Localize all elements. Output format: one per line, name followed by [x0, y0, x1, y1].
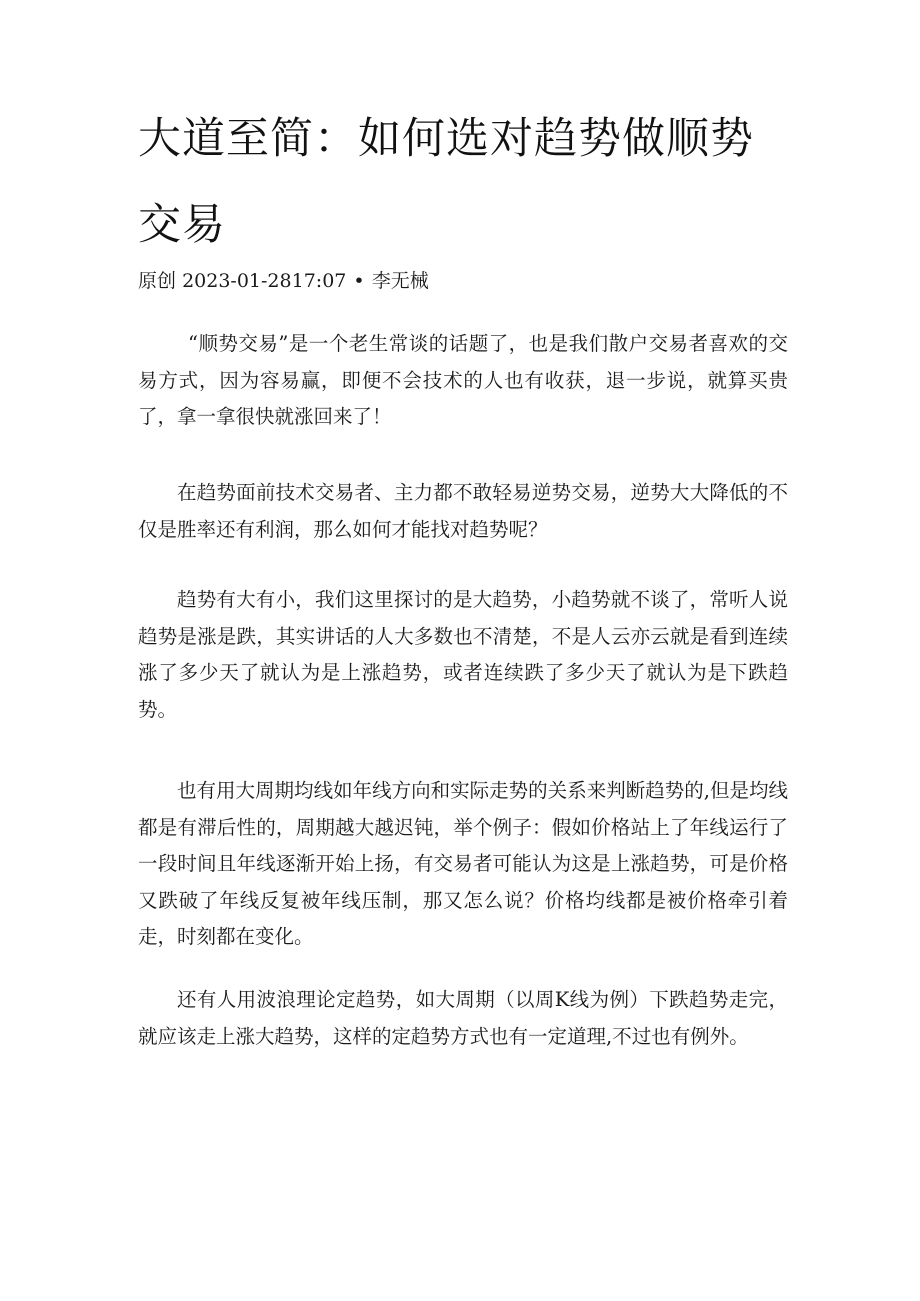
- paragraph-1: “顺势交易”是一个老生常谈的话题了，也是我们散户交易者喜欢的交易方式，因为容易赢，即便不会技术的人也有收获，退一步说，就算买贵了，拿一拿很快就涨回来了！: [138, 332, 788, 429]
- paragraph-2: 在趋势面前技术交易者、主力都不敢轻易逆势交易，逆势大大降低的不仅是胜率还有利润，那么如何才能找对趋势呢？: [138, 481, 788, 541]
- paragraph-4: 也有用大周期均线如年线方向和实际走势的关系来判断趋势的,但是均线都是有滞后性的，周期越大越迟钝，举个例子：假如价格站上了年线运行了一段时间且年线逐渐开始上扬，有交易者可能认为这是上涨趋势，可是价格又跌破了年线反复被年线压制，那又怎么说？价格均线都是被价格牵引着走，时刻都在变化。: [138, 779, 788, 949]
- meta-separator: •: [353, 270, 365, 292]
- author-name: 李无械: [371, 270, 429, 292]
- paragraph-5: 还有人用波浪理论定趋势，如大周期（以周K线为例）下跌趋势走完，就应该走上涨大趋势，这样的定趋势方式也有一定道理,不过也有例外。: [138, 988, 788, 1048]
- publish-datetime: 2023-01-2817:07: [182, 270, 347, 292]
- article-title: 大道至简：如何选对趋势做顺势交易: [138, 114, 754, 250]
- original-label: 原创: [138, 270, 177, 292]
- paragraph-3: 趋势有大有小，我们这里探讨的是大趋势，小趋势就不谈了，常听人说趋势是涨是跌，其实讲话的人大多数也不清楚，不是人云亦云就是看到连续涨了多少天了就认为是上涨趋势，或者连续跌了多少天了就认为是下跌趋势。: [138, 588, 788, 721]
- article-meta: [138, 266, 429, 296]
